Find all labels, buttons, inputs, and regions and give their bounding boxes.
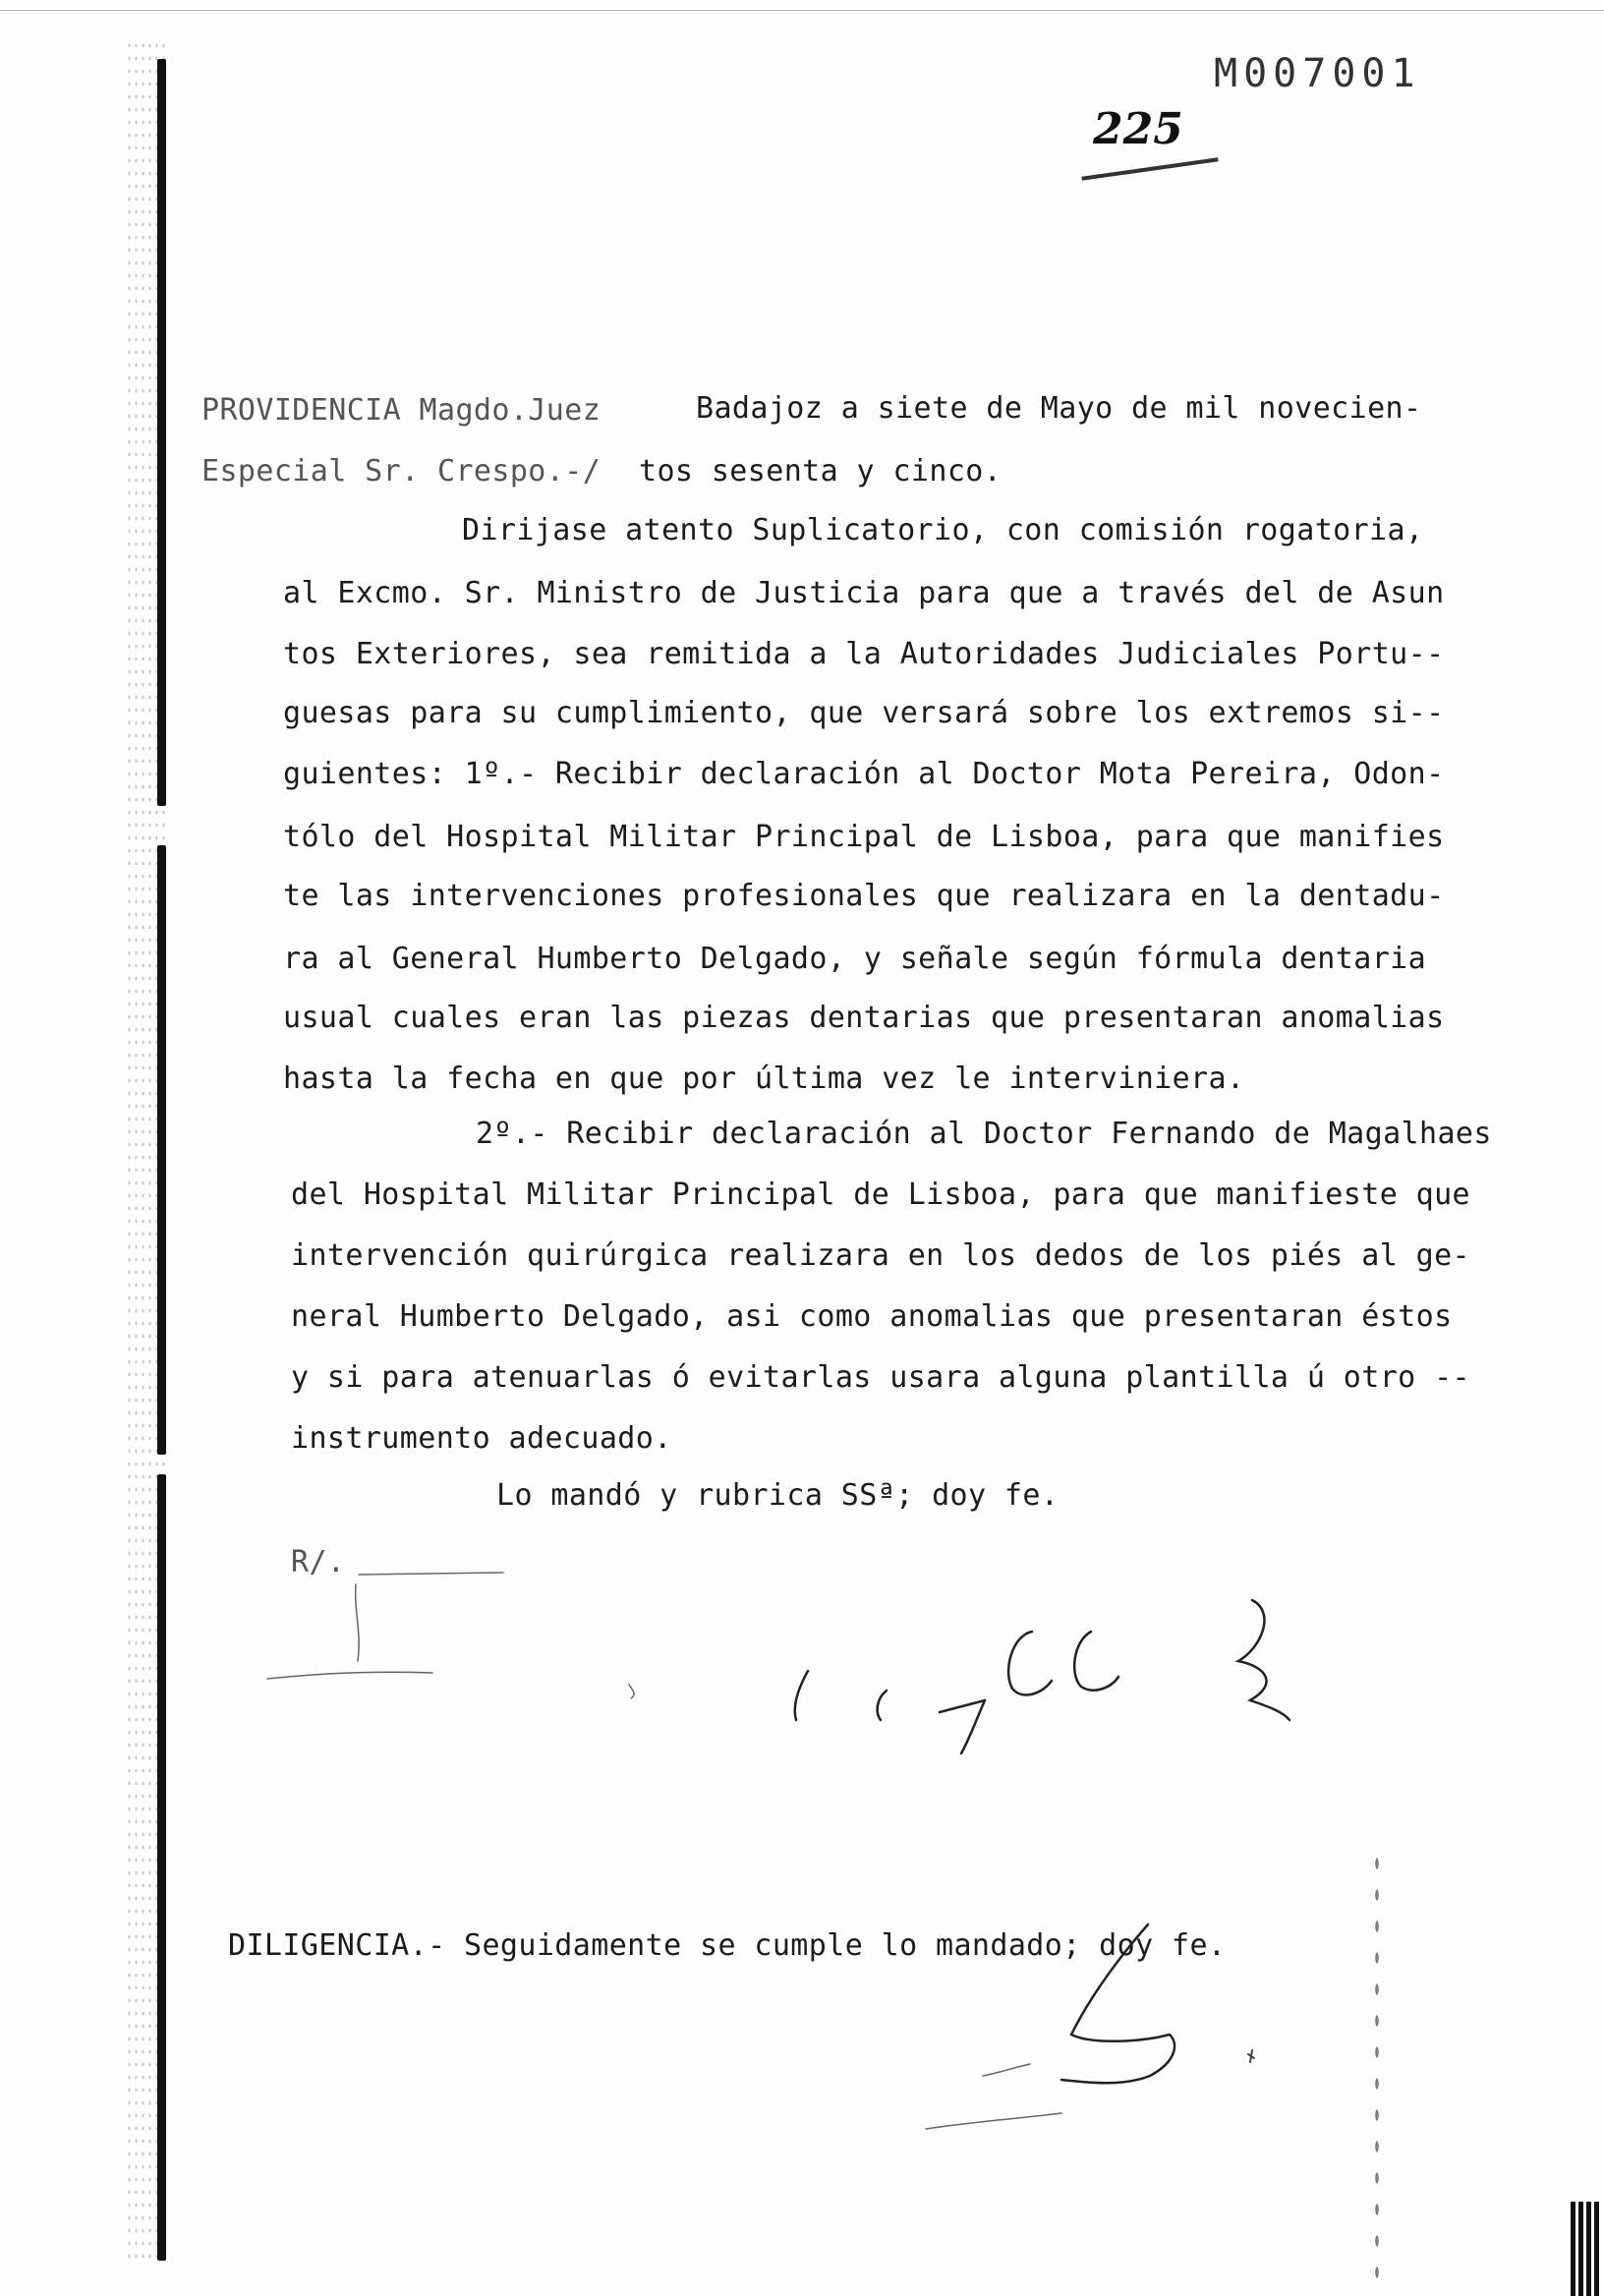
body-line: intervención quirúrgica realizara en los dedos de los piés al ge- <box>291 1238 1470 1273</box>
binding-bar <box>157 1474 166 2261</box>
body-line: tólo del Hospital Militar Principal de Lisboa, para que manifies <box>283 820 1445 854</box>
body-line: usual cuales eran las piezas dentarias que presentaran anomalias <box>283 1001 1445 1035</box>
top-edge-rule <box>0 10 1604 11</box>
edge-binding-strip <box>1571 2202 1600 2296</box>
body-line: y si para atenuarlas ó evitarlas usara alguna plantilla ú otro -- <box>291 1360 1470 1395</box>
diligencia-text: DILIGENCIA.- Seguidamente se cumple lo mandado; doy fe. <box>228 1928 1227 1963</box>
providencia-heading: PROVIDENCIA Magdo.Juez <box>201 393 602 428</box>
body-line: tos Exteriores, sea remitida a la Autoridades Judiciales Portu-- <box>283 637 1445 671</box>
folio-underline <box>1081 157 1218 180</box>
closing-formula: Lo mandó y rubrica SSª; doy fe. <box>496 1478 1060 1513</box>
body-line: hasta la fecha en que por última vez le interviniera. <box>283 1062 1245 1096</box>
folio-number: 225 <box>1093 104 1183 154</box>
body-line: Dirijase atento Suplicatorio, con comisión rogatoria, <box>462 513 1424 547</box>
date-line-1: Badajoz a siete de Mayo de mil novecien- <box>696 391 1422 426</box>
binding-bar <box>157 59 166 806</box>
binding-bar <box>157 845 166 1455</box>
body-line: ra al General Humberto Delgado, y señale según fórmula dentaria <box>283 942 1427 976</box>
margin-stamp-dots <box>1372 1848 1384 2280</box>
judge-name: Especial Sr. Crespo.-/ <box>201 454 602 488</box>
body-line: instrumento adecuado. <box>291 1421 672 1456</box>
judge-signature <box>267 1573 1289 1753</box>
date-line-2: tos sesenta y cinco. <box>639 454 1002 488</box>
body-line: te las intervenciones profesionales que realizara en la dentadu- <box>283 879 1445 913</box>
body-line: neral Humberto Delgado, asi como anomalias que presentaran éstos <box>291 1299 1453 1334</box>
body-line: guesas para su cumplimiento, que versará sobre los extremos si-- <box>283 696 1445 730</box>
archive-stamp-code: M007001 <box>1214 51 1421 96</box>
body-line: del Hospital Militar Principal de Lisboa, para que manifieste que <box>291 1177 1470 1212</box>
body-line: al Excmo. Sr. Ministro de Justicia para que a través del de Asun <box>283 576 1445 610</box>
rubric-mark: R/. <box>291 1545 346 1579</box>
body-line: guientes: 1º.- Recibir declaración al Doctor Mota Pereira, Odon- <box>283 757 1445 791</box>
body-line: 2º.- Recibir declaración al Doctor Fernando de Magalhaes <box>476 1117 1492 1151</box>
